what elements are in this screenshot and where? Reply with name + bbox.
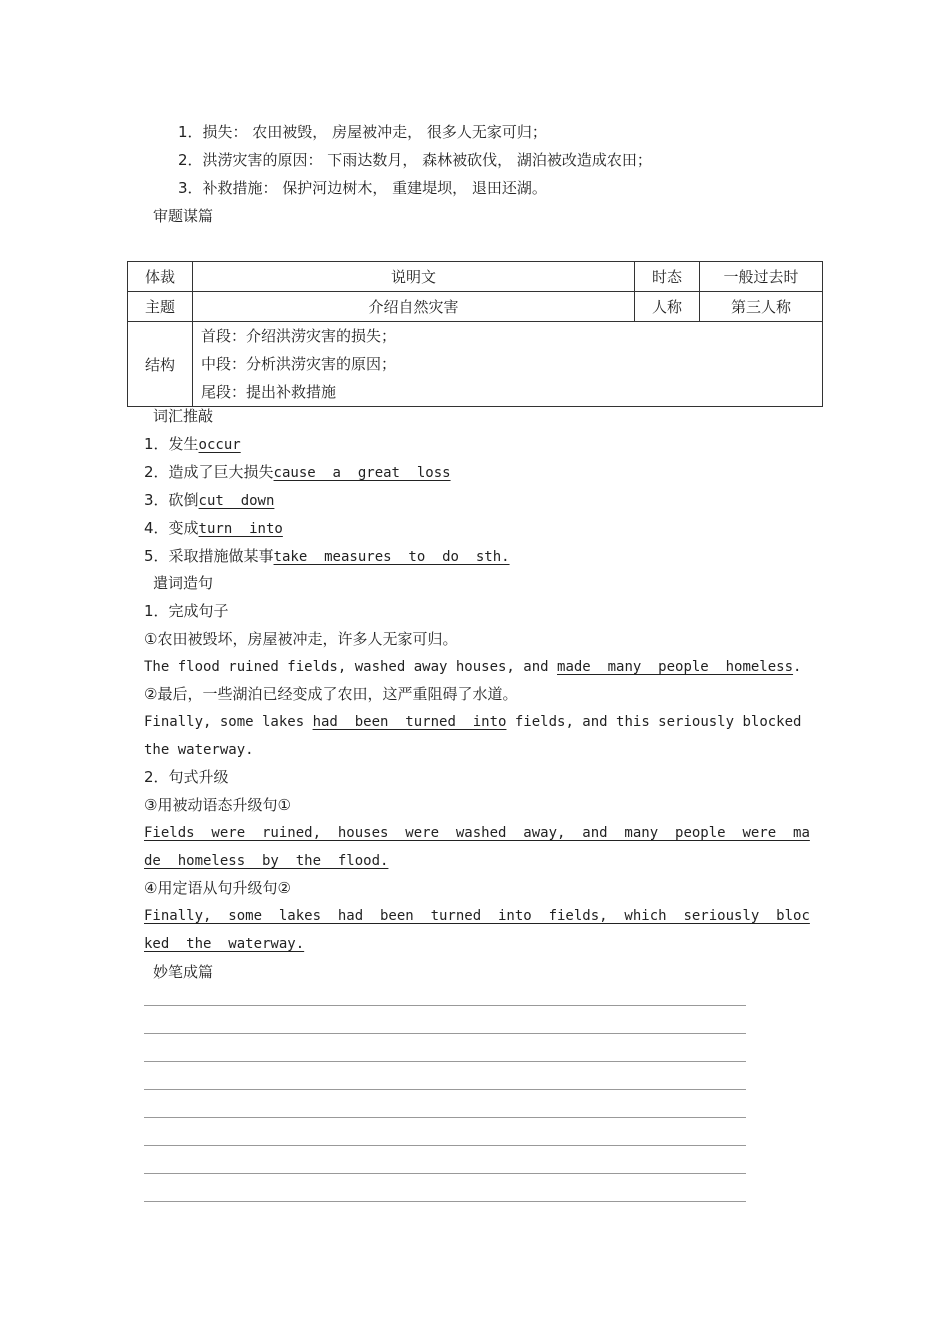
outline-row-theme [128, 292, 823, 322]
writing-line[interactable] [144, 1117, 746, 1118]
vocab-item [144, 490, 274, 511]
vocab-cn: 5．采取措施做某事 [144, 547, 274, 565]
outline-row-genre [128, 262, 823, 292]
structure-line-2: 中段：分析洪涝灾害的原因； [201, 355, 397, 373]
vocab-answer: turn into [198, 521, 283, 537]
sentence-1-prefix: The flood ruined fields, washed away houses, and [144, 659, 558, 675]
vocab-item [144, 518, 283, 539]
sentence-1-chinese: ①农田被毁坏，房屋被冲走，许多人无家可归。 [144, 630, 458, 648]
sentence-1-english [144, 657, 801, 677]
writing-line[interactable] [144, 1089, 746, 1090]
sentence-2-english [144, 712, 801, 732]
person-label: 人称 [635, 292, 700, 322]
sentence-1-suffix: . [793, 659, 802, 675]
vocab-item [144, 434, 241, 455]
section-sentence-heading: 遣词造句 [153, 574, 214, 592]
vocab-cn: 3．砍倒 [144, 491, 199, 509]
complete-sentence-title: 1．完成句子 [144, 602, 229, 620]
outline-table [127, 261, 823, 407]
sentence-3-answer-line-1: Fields were ruined, houses were washed away, and many people were ma [144, 825, 810, 841]
writing-line[interactable] [144, 1145, 746, 1146]
vocab-answer: occur [198, 437, 241, 453]
vocab-cn: 4．变成 [144, 519, 199, 537]
structure-content [193, 322, 823, 407]
upgrade-title: 2．句式升级 [144, 768, 229, 786]
tense-label: 时态 [635, 262, 700, 292]
sentence-2-suffix: fields, and this seriously blocked [506, 714, 802, 730]
section-shenti-heading: 审题谋篇 [153, 207, 214, 225]
writing-line[interactable] [144, 1033, 746, 1034]
vocab-cn: 2．造成了巨大损失 [144, 463, 274, 481]
vocab-item [144, 462, 451, 483]
genre-label: 体裁 [128, 262, 193, 292]
section-vocab-heading: 词汇推敲 [153, 407, 214, 425]
structure-line-3: 尾段：提出补救措施 [201, 383, 337, 401]
vocab-answer: cause a great loss [273, 465, 451, 481]
sentence-3-answer-line-2: de homeless by the flood. [144, 853, 389, 869]
theme-label: 主题 [128, 292, 193, 322]
writing-line[interactable] [144, 1201, 746, 1202]
sentence-4-instruction: ④用定语从句升级句② [144, 879, 291, 897]
point-1: 1．损失： 农田被毁， 房屋被冲走， 很多人无家可归； [178, 123, 547, 141]
sentence-4-answer-line-1: Finally, some lakes had been turned into fields, which seriously bloc [144, 908, 810, 924]
structure-label: 结构 [128, 322, 193, 407]
genre-value: 说明文 [193, 262, 635, 292]
sentence-3-instruction: ③用被动语态升级句① [144, 796, 291, 814]
writing-line[interactable] [144, 1173, 746, 1174]
sentence-2-english-line-2: the waterway. [144, 742, 254, 758]
writing-line[interactable] [144, 1061, 746, 1062]
section-writing-heading: 妙笔成篇 [153, 963, 214, 981]
writing-line[interactable] [144, 1005, 746, 1006]
tense-value: 一般过去时 [700, 262, 823, 292]
vocab-item [144, 546, 510, 567]
vocab-answer: cut down [198, 493, 275, 509]
outline-row-structure [128, 322, 823, 407]
person-value: 第三人称 [700, 292, 823, 322]
vocab-cn: 1．发生 [144, 435, 199, 453]
vocab-answer: take measures to do sth. [273, 549, 510, 565]
sentence-2-prefix: Finally, some lakes [144, 714, 313, 730]
point-3: 3．补救措施： 保护河边树木， 重建堤坝， 退田还湖。 [178, 179, 547, 197]
structure-line-1: 首段：介绍洪涝灾害的损失； [201, 327, 397, 345]
point-2: 2．洪涝灾害的原因： 下雨达数月， 森林被砍伐， 湖泊被改造成农田； [178, 151, 652, 169]
sentence-2-answer: had been turned into [312, 714, 507, 730]
sentence-4-answer-line-2: ked the waterway. [144, 936, 305, 952]
sentence-1-answer: made many people homeless [557, 659, 794, 675]
theme-value: 介绍自然灾害 [193, 292, 635, 322]
sentence-2-chinese: ②最后，一些湖泊已经变成了农田，这严重阻碍了水道。 [144, 685, 518, 703]
